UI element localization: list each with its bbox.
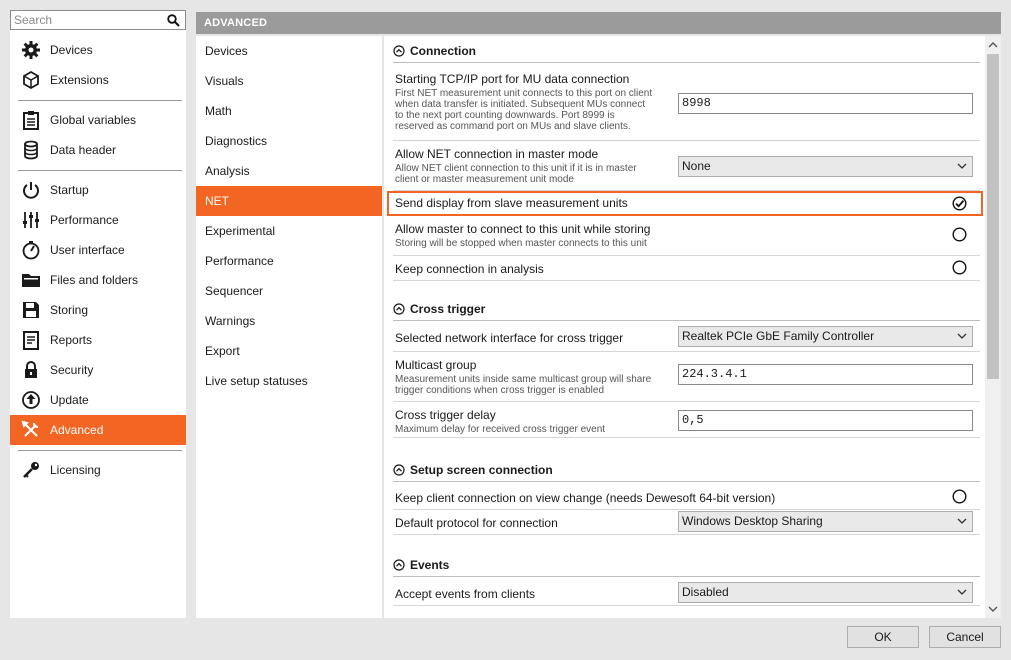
search-icon[interactable] xyxy=(167,14,180,27)
default-protocol-select[interactable] xyxy=(678,511,973,532)
report-icon xyxy=(20,329,42,351)
setting-label: Selected network interface for cross trigger xyxy=(395,331,624,345)
sidebar-item-label: Devices xyxy=(50,43,93,57)
section-title: Connection xyxy=(410,43,476,58)
section-title: Cross trigger xyxy=(410,301,486,316)
category-visuals[interactable]: Visuals xyxy=(205,74,244,88)
folder-icon xyxy=(20,269,42,291)
section-title: Setup screen connection xyxy=(410,462,553,477)
setting-label: Allow NET connection in master mode xyxy=(395,147,599,161)
database-icon xyxy=(20,139,42,161)
tools-icon xyxy=(20,419,42,441)
sidebar-item-label: Licensing xyxy=(50,463,101,477)
setting-label: Cross trigger delay xyxy=(395,408,496,422)
chevron-down-icon xyxy=(957,517,967,525)
checked-radio-icon[interactable] xyxy=(952,196,967,211)
category-analysis[interactable]: Analysis xyxy=(205,164,250,178)
sidebar-item-label: Storing xyxy=(50,303,89,317)
sidebar-item-label: Data header xyxy=(50,143,117,157)
cancel-button[interactable]: Cancel xyxy=(929,626,1001,648)
sidebar-item-label: Extensions xyxy=(50,73,109,87)
setting-keep-connection xyxy=(393,256,980,281)
divider xyxy=(18,170,182,171)
collapse-icon[interactable] xyxy=(393,464,405,476)
network-interface-select[interactable] xyxy=(678,326,973,347)
setting-keep-client-connection xyxy=(393,485,980,510)
gauge-icon xyxy=(20,239,42,261)
settings-sidebar xyxy=(10,10,186,618)
sidebar-item-label: Startup xyxy=(50,183,89,197)
chevron-down-icon xyxy=(957,588,967,596)
sidebar-item-licensing[interactable] xyxy=(10,455,186,485)
setting-multicast-group xyxy=(393,352,980,402)
collapse-icon[interactable] xyxy=(393,303,405,315)
clipboard-icon xyxy=(20,109,42,131)
cross-trigger-delay-input[interactable]: 0,5 xyxy=(678,410,973,431)
radio-icon[interactable] xyxy=(952,260,967,275)
section-title: Events xyxy=(410,557,450,572)
setting-description: Maximum delay for received cross trigger event xyxy=(395,424,606,435)
sidebar-item-data-header[interactable] xyxy=(10,135,186,165)
sidebar-item-devices[interactable] xyxy=(10,35,186,65)
update-icon xyxy=(20,389,42,411)
gear-icon xyxy=(20,39,42,61)
sidebar-item-startup[interactable] xyxy=(10,175,186,205)
setting-label: Keep client connection on view change (needs Dewesoft 64-bit version) xyxy=(395,491,776,505)
setting-label: Send display from slave measurement units xyxy=(395,196,628,210)
power-icon xyxy=(20,179,42,201)
setting-description: Measurement units inside same multicast group will share trigger conditions when cross trigger is enabled xyxy=(395,374,652,396)
sidebar-item-reports[interactable] xyxy=(10,325,186,355)
search-input[interactable] xyxy=(11,11,161,29)
setting-allow-net xyxy=(393,141,980,191)
setting-accept-events xyxy=(393,580,980,606)
category-warnings[interactable]: Warnings xyxy=(205,314,256,328)
setting-allow-master xyxy=(393,216,980,256)
vertical-scrollbar[interactable] xyxy=(985,36,1001,618)
sidebar-item-label: Security xyxy=(50,363,94,377)
sidebar-item-label: Global variables xyxy=(50,113,137,127)
category-sequencer[interactable]: Sequencer xyxy=(205,284,264,298)
chevron-down-icon xyxy=(957,162,967,170)
collapse-icon[interactable] xyxy=(393,559,405,571)
sidebar-item-label: Update xyxy=(50,393,89,407)
ok-button[interactable]: OK xyxy=(847,626,919,648)
radio-icon[interactable] xyxy=(952,489,967,504)
setting-label: Multicast group xyxy=(395,358,477,372)
sidebar-item-label: Advanced xyxy=(50,423,104,437)
setting-tcp-port xyxy=(393,66,980,141)
sidebar-item-label: Reports xyxy=(50,333,93,347)
setting-label: Allow master to connect to this unit while storing xyxy=(395,222,651,236)
divider xyxy=(18,450,182,451)
section-connection[interactable] xyxy=(393,39,980,63)
category-net[interactable]: NET xyxy=(196,186,382,216)
setting-label: Default protocol for connection xyxy=(395,516,558,530)
category-performance[interactable]: Performance xyxy=(205,254,274,268)
setting-description: Allow NET client connection to this unit if it is in master client or master measurement unit mode xyxy=(395,163,637,185)
search-box[interactable] xyxy=(10,10,186,30)
sidebar-item-label: Files and folders xyxy=(50,273,139,287)
sidebar-item-global-variables[interactable] xyxy=(10,105,186,135)
select-value: Windows Desktop Sharing xyxy=(682,514,823,528)
scrollbar-thumb[interactable] xyxy=(987,54,999,379)
category-experimental[interactable]: Experimental xyxy=(205,224,276,238)
settings-content xyxy=(384,36,1001,618)
allow-net-select[interactable] xyxy=(678,156,973,177)
sidebar-item-performance[interactable] xyxy=(10,205,186,235)
collapse-icon[interactable] xyxy=(393,45,405,57)
setting-cross-trigger-delay xyxy=(393,402,980,438)
section-setup-screen[interactable] xyxy=(393,458,980,482)
advanced-categories xyxy=(196,36,382,618)
section-events[interactable] xyxy=(393,553,980,577)
accept-events-select[interactable] xyxy=(678,582,973,603)
setting-label: Keep connection in analysis xyxy=(395,262,544,276)
category-devices[interactable]: Devices xyxy=(205,44,248,58)
sidebar-item-label: User interface xyxy=(50,243,125,257)
category-math[interactable]: Math xyxy=(205,104,232,118)
sidebar-item-label: Performance xyxy=(50,213,119,227)
lock-icon xyxy=(20,359,42,381)
category-export[interactable]: Export xyxy=(205,344,240,358)
sidebar-item-security[interactable] xyxy=(10,355,186,385)
sliders-icon xyxy=(20,209,42,231)
extension-icon xyxy=(20,69,42,91)
category-diagnostics[interactable]: Diagnostics xyxy=(205,134,268,148)
setting-description: Storing will be stopped when master connects to this unit xyxy=(395,238,647,249)
setting-label: Accept events from clients xyxy=(395,587,536,601)
select-value: Realtek PCIe GbE Family Controller xyxy=(682,329,875,343)
setting-send-display[interactable] xyxy=(387,191,983,216)
floppy-icon xyxy=(20,299,42,321)
divider xyxy=(18,100,182,101)
multicast-group-input[interactable]: 224.3.4.1 xyxy=(678,364,973,385)
setting-network-interface xyxy=(393,324,980,352)
sidebar-item-storing[interactable] xyxy=(10,295,186,325)
sidebar-item-update[interactable] xyxy=(10,385,186,415)
sidebar-item-user-interface[interactable] xyxy=(10,235,186,265)
category-live-setup-statuses[interactable]: Live setup statuses xyxy=(205,374,308,388)
section-cross-trigger[interactable] xyxy=(393,297,980,321)
page-title: ADVANCED xyxy=(196,12,1001,34)
setting-description: First NET measurement unit connects to this port on client when data transfer is initiated. Subsequent MUs connect to the next port counting downwards. Port 8999 is reserved as command port on MUs and slave clients. xyxy=(395,88,653,132)
select-value: None xyxy=(682,159,711,173)
chevron-down-icon xyxy=(957,332,967,340)
scroll-up-icon[interactable] xyxy=(988,40,998,50)
tcp-port-input[interactable]: 8998 xyxy=(678,93,973,114)
select-value: Disabled xyxy=(682,585,729,599)
sidebar-item-extensions[interactable] xyxy=(10,65,186,95)
radio-icon[interactable] xyxy=(952,227,967,242)
scroll-down-icon[interactable] xyxy=(988,604,998,614)
sidebar-item-advanced[interactable] xyxy=(10,415,186,445)
setting-default-protocol xyxy=(393,510,980,535)
key-icon xyxy=(20,459,42,481)
setting-label: Starting TCP/IP port for MU data connection xyxy=(395,72,630,86)
sidebar-item-files-and-folders[interactable] xyxy=(10,265,186,295)
